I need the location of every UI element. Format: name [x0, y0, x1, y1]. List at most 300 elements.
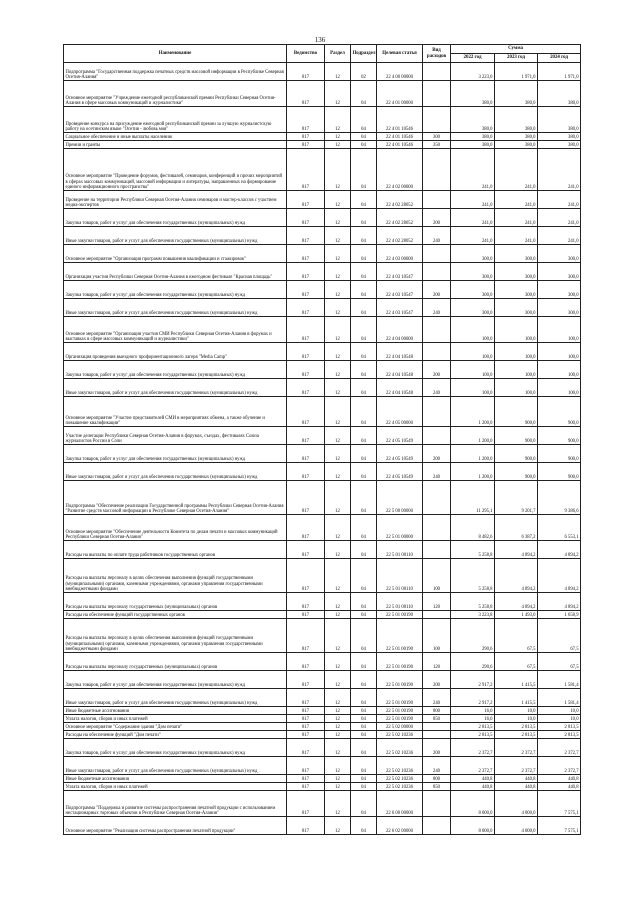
row-expense-type: 240 — [423, 463, 451, 481]
row-section: 12 — [325, 141, 351, 149]
row-subsection: 04 — [351, 227, 377, 245]
row-sum-2022: 8 482,6 — [451, 515, 495, 541]
table-row — [64, 379, 581, 397]
row-ministry: 817 — [287, 245, 325, 263]
row-target: 22 5 01 00190 — [377, 707, 423, 715]
row-sum-2022: 2 917,2 — [451, 671, 495, 689]
row-expense-type: 200 — [423, 739, 451, 757]
table-row — [64, 481, 581, 515]
row-section: 12 — [325, 317, 351, 343]
row-section: 12 — [325, 209, 351, 227]
row-ministry: 817 — [287, 593, 325, 611]
row-sum-2023: 1 493,0 — [495, 611, 538, 619]
row-sum-2022: 300,0 — [451, 281, 495, 299]
row-expense-type — [423, 817, 451, 835]
row-target: 22 4 03 00000 — [377, 245, 423, 263]
row-sum-2024: 900,0 — [538, 397, 581, 427]
row-subsection: 02 — [351, 63, 377, 81]
row-ministry: 817 — [287, 445, 325, 463]
row-name: Организация проведения выездного профориентационного лагеря "Media Camp" — [64, 343, 287, 361]
row-expense-type — [423, 515, 451, 541]
row-expense-type — [423, 191, 451, 209]
row-ministry: 817 — [287, 343, 325, 361]
row-section: 12 — [325, 149, 351, 191]
row-expense-type — [423, 343, 451, 361]
row-name: Закупка товаров, работ и услуг для обеспечения государственных (муниципальных) нужд — [64, 671, 287, 689]
row-subsection: 04 — [351, 559, 377, 593]
row-sum-2023: 900,0 — [495, 445, 538, 463]
row-sum-2024: 100,0 — [538, 379, 581, 397]
row-sum-2022: 290,6 — [451, 619, 495, 653]
row-ministry: 817 — [287, 281, 325, 299]
header-year-2022: 2022 год — [451, 54, 495, 63]
row-target: 22 5 01 00190 — [377, 689, 423, 707]
row-sum-2022: 380,0 — [451, 81, 495, 107]
row-subsection: 04 — [351, 141, 377, 149]
row-sum-2022: 241,0 — [451, 209, 495, 227]
row-section: 12 — [325, 757, 351, 775]
row-section: 12 — [325, 739, 351, 757]
table-body — [64, 63, 581, 835]
row-target: 22 4 01 10546 — [377, 133, 423, 141]
row-ministry: 817 — [287, 723, 325, 731]
row-ministry: 817 — [287, 141, 325, 149]
header-year-2024: 2024 год — [538, 54, 581, 63]
row-target: 22 5 02 10236 — [377, 775, 423, 783]
row-sum-2024: 2 372,7 — [538, 757, 581, 775]
row-expense-type: 240 — [423, 227, 451, 245]
row-name: Иные закупки товаров, работ и услуг для обеспечения государственных (муниципальных) нужд — [64, 757, 287, 775]
row-sum-2024: 1 658,9 — [538, 611, 581, 619]
table-row — [64, 619, 581, 653]
row-sum-2022: 2 813,5 — [451, 731, 495, 739]
row-expense-type: 120 — [423, 653, 451, 671]
row-sum-2022: 300,0 — [451, 245, 495, 263]
row-subsection: 04 — [351, 689, 377, 707]
row-sum-2023: 2 813,5 — [495, 723, 538, 731]
header-year-2023: 2023 год — [495, 54, 538, 63]
row-expense-type — [423, 481, 451, 515]
row-expense-type: 240 — [423, 299, 451, 317]
row-target: 22 4 01 10546 — [377, 141, 423, 149]
row-sum-2024: 241,0 — [538, 191, 581, 209]
row-subsection: 04 — [351, 299, 377, 317]
row-sum-2024: 4 894,2 — [538, 593, 581, 611]
table-row — [64, 245, 581, 263]
table-row — [64, 739, 581, 757]
row-ministry: 817 — [287, 541, 325, 559]
row-sum-2024: 900,0 — [538, 427, 581, 445]
row-sum-2022: 1 200,0 — [451, 427, 495, 445]
row-sum-2022: 241,0 — [451, 227, 495, 245]
row-sum-2023: 380,0 — [495, 133, 538, 141]
row-sum-2022: 380,0 — [451, 133, 495, 141]
table-row — [64, 263, 581, 281]
table-row — [64, 397, 581, 427]
row-section: 12 — [325, 397, 351, 427]
row-target: 22 4 05 10549 — [377, 427, 423, 445]
row-sum-2023: 300,0 — [495, 263, 538, 281]
row-subsection: 04 — [351, 619, 377, 653]
table-row — [64, 317, 581, 343]
row-sum-2022: 440,8 — [451, 783, 495, 791]
row-section: 12 — [325, 559, 351, 593]
row-target: 22 4 05 00000 — [377, 397, 423, 427]
row-target: 22 5 01 00190 — [377, 653, 423, 671]
row-sum-2022: 380,0 — [451, 141, 495, 149]
row-expense-type: 850 — [423, 715, 451, 723]
row-sum-2023: 241,0 — [495, 191, 538, 209]
header-name: Наименование — [64, 45, 287, 63]
row-target: 22 4 05 10549 — [377, 463, 423, 481]
row-subsection: 04 — [351, 81, 377, 107]
row-target: 22 5 01 00110 — [377, 559, 423, 593]
row-ministry: 817 — [287, 263, 325, 281]
row-sum-2024: 6 553,1 — [538, 515, 581, 541]
row-sum-2024: 241,0 — [538, 149, 581, 191]
row-sum-2022: 1 200,0 — [451, 397, 495, 427]
row-ministry: 817 — [287, 379, 325, 397]
row-sum-2024: 7 575,1 — [538, 817, 581, 835]
row-sum-2023: 440,8 — [495, 775, 538, 783]
table-row — [64, 427, 581, 445]
row-target: 22 4 03 10547 — [377, 281, 423, 299]
row-section: 12 — [325, 775, 351, 783]
row-sum-2023: 4 894,2 — [495, 559, 538, 593]
row-expense-type: 850 — [423, 783, 451, 791]
row-name: Закупка товаров, работ и услуг для обеспечения государственных (муниципальных) нужд — [64, 445, 287, 463]
table-row — [64, 191, 581, 209]
row-expense-type — [423, 791, 451, 817]
table-row — [64, 227, 581, 245]
row-subsection: 04 — [351, 593, 377, 611]
row-expense-type — [423, 81, 451, 107]
row-sum-2022: 290,6 — [451, 653, 495, 671]
row-subsection: 04 — [351, 107, 377, 133]
row-section: 12 — [325, 379, 351, 397]
row-sum-2022: 300,0 — [451, 263, 495, 281]
table-row — [64, 731, 581, 739]
row-expense-type: 100 — [423, 559, 451, 593]
row-subsection: 04 — [351, 817, 377, 835]
row-expense-type: 200 — [423, 671, 451, 689]
row-target: 22 4 00 00000 — [377, 63, 423, 81]
row-target: 22 4 04 10548 — [377, 343, 423, 361]
row-ministry: 817 — [287, 463, 325, 481]
table-row — [64, 775, 581, 783]
row-subsection: 04 — [351, 707, 377, 715]
row-section: 12 — [325, 107, 351, 133]
row-name: Подпрограмма "Обеспечение реализации Государственной программы Республики Северная Осетия-Алания "Развитие средств массовой информации в Республике Северная Осетия-Алания" — [64, 481, 287, 515]
row-sum-2023: 6 387,2 — [495, 515, 538, 541]
row-sum-2023: 380,0 — [495, 81, 538, 107]
row-expense-type — [423, 731, 451, 739]
row-name: Основное мероприятие "Участие представителей СМИ в мероприятиях обмена, а также обучение и повышение квалификации" — [64, 397, 287, 427]
page-number: 136 — [314, 36, 326, 44]
row-sum-2024: 380,0 — [538, 107, 581, 133]
row-expense-type — [423, 263, 451, 281]
row-sum-2024: 440,8 — [538, 775, 581, 783]
row-target: 22 4 04 10548 — [377, 361, 423, 379]
row-subsection: 04 — [351, 671, 377, 689]
row-section: 12 — [325, 689, 351, 707]
table-row — [64, 757, 581, 775]
row-sum-2024: 7 575,1 — [538, 791, 581, 817]
row-target: 22 5 02 10236 — [377, 757, 423, 775]
row-expense-type: 800 — [423, 707, 451, 715]
row-expense-type — [423, 317, 451, 343]
row-target: 22 6 02 00000 — [377, 817, 423, 835]
table-row — [64, 361, 581, 379]
row-ministry: 817 — [287, 775, 325, 783]
row-target: 22 4 01 10546 — [377, 107, 423, 133]
table-row — [64, 791, 581, 817]
row-section: 12 — [325, 723, 351, 731]
row-sum-2023: 10,0 — [495, 715, 538, 723]
row-sum-2024: 10,0 — [538, 715, 581, 723]
row-expense-type: 800 — [423, 775, 451, 783]
row-target: 22 5 00 00000 — [377, 481, 423, 515]
row-ministry: 817 — [287, 63, 325, 81]
row-sum-2022: 8 000,0 — [451, 817, 495, 835]
row-sum-2023: 9 201,7 — [495, 481, 538, 515]
table-row — [64, 783, 581, 791]
row-expense-type: 120 — [423, 593, 451, 611]
row-expense-type: 200 — [423, 281, 451, 299]
row-sum-2023: 300,0 — [495, 245, 538, 263]
row-expense-type — [423, 541, 451, 559]
row-sum-2022: 3 223,8 — [451, 611, 495, 619]
row-name: Уплата налогов, сборов и иных платежей — [64, 783, 287, 791]
row-subsection: 04 — [351, 191, 377, 209]
row-sum-2024: 900,0 — [538, 463, 581, 481]
row-sum-2022: 8 000,0 — [451, 791, 495, 817]
row-sum-2022: 3 223,0 — [451, 63, 495, 81]
row-sum-2022: 380,0 — [451, 107, 495, 133]
row-section: 12 — [325, 783, 351, 791]
table-row — [64, 689, 581, 707]
table-row — [64, 63, 581, 81]
row-sum-2023: 2 372,7 — [495, 739, 538, 757]
row-subsection: 04 — [351, 281, 377, 299]
table-row — [64, 141, 581, 149]
row-target: 22 5 02 10236 — [377, 731, 423, 739]
row-name: Закупка товаров, работ и услуг для обеспечения государственных (муниципальных) нужд — [64, 209, 287, 227]
row-target: 22 5 01 00190 — [377, 671, 423, 689]
row-ministry: 817 — [287, 481, 325, 515]
row-sum-2023: 67,5 — [495, 619, 538, 653]
row-name: Иные закупки товаров, работ и услуг для обеспечения государственных (муниципальных) нужд — [64, 299, 287, 317]
row-name: Основное мероприятие "Реализация системы распространения печатной продукции" — [64, 817, 287, 835]
row-name: Расходы на выплаты персоналу в целях обеспечения выполнения функций государственными (муниципальными) органами, казенными учреждениями, органами управления государственными внебюджетными фондами — [64, 619, 287, 653]
row-name: Закупка товаров, работ и услуг для обеспечения государственных (муниципальных) нужд — [64, 281, 287, 299]
row-subsection: 04 — [351, 263, 377, 281]
row-sum-2022: 2 813,5 — [451, 723, 495, 731]
row-name: Основное мероприятие "Организация участия СМИ Республики Северная Осетия-Алания в форумах и выставках в сфере массовых коммуникаций и журналистики" — [64, 317, 287, 343]
row-expense-type: 240 — [423, 379, 451, 397]
budget-table — [63, 44, 581, 835]
row-name: Социальное обеспечение и иные выплаты населению — [64, 133, 287, 141]
row-name: Иные бюджетные ассигнования — [64, 707, 287, 715]
row-sum-2022: 100,0 — [451, 361, 495, 379]
row-sum-2024: 300,0 — [538, 245, 581, 263]
row-target: 22 4 05 10549 — [377, 445, 423, 463]
row-sum-2023: 4 894,2 — [495, 593, 538, 611]
row-target: 22 4 04 10548 — [377, 379, 423, 397]
row-sum-2022: 5 258,8 — [451, 559, 495, 593]
row-sum-2024: 300,0 — [538, 263, 581, 281]
row-section: 12 — [325, 593, 351, 611]
row-ministry: 817 — [287, 515, 325, 541]
row-target: 22 6 00 00000 — [377, 791, 423, 817]
row-subsection: 04 — [351, 653, 377, 671]
table-row — [64, 133, 581, 141]
row-name: Организация участия Республики Северная Осетия-Алания в ежегодном фестивале "Красная площадь" — [64, 263, 287, 281]
row-ministry: 817 — [287, 133, 325, 141]
header-ministry: Ведомство — [287, 45, 325, 63]
row-sum-2024: 1 971,0 — [538, 63, 581, 81]
row-expense-type — [423, 723, 451, 731]
row-name: Расходы на выплаты персоналу в целях обеспечения выполнения функций государственными (муниципальными) органами, казенными учреждениями, органами управления государственными внебюджетными фондами — [64, 559, 287, 593]
row-ministry: 817 — [287, 731, 325, 739]
row-section: 12 — [325, 361, 351, 379]
row-subsection: 04 — [351, 515, 377, 541]
row-sum-2023: 900,0 — [495, 427, 538, 445]
row-sum-2024: 67,5 — [538, 619, 581, 653]
row-ministry: 817 — [287, 361, 325, 379]
row-sum-2022: 1 200,0 — [451, 463, 495, 481]
row-sum-2024: 67,5 — [538, 653, 581, 671]
row-sum-2023: 1 415,5 — [495, 671, 538, 689]
row-subsection: 04 — [351, 343, 377, 361]
row-section: 12 — [325, 191, 351, 209]
row-sum-2024: 10,0 — [538, 707, 581, 715]
row-section: 12 — [325, 427, 351, 445]
row-sum-2023: 100,0 — [495, 379, 538, 397]
row-subsection: 04 — [351, 791, 377, 817]
table-row — [64, 541, 581, 559]
table-row — [64, 107, 581, 133]
row-subsection: 04 — [351, 783, 377, 791]
row-expense-type — [423, 611, 451, 619]
row-sum-2023: 100,0 — [495, 361, 538, 379]
row-sum-2022: 5 258,8 — [451, 593, 495, 611]
row-name: Премии и гранты — [64, 141, 287, 149]
row-name: Основное мероприятие "Организация программ повышения квалификации и стажировок" — [64, 245, 287, 263]
header-section: Раздел — [325, 45, 351, 63]
row-target: 22 4 02 00000 — [377, 149, 423, 191]
row-subsection: 04 — [351, 379, 377, 397]
row-name: Иные закупки товаров, работ и услуг для обеспечения государственных (муниципальных) нужд — [64, 379, 287, 397]
row-name: Подпрограмма "Государственная поддержка печатных средств массовой информации в Республике Северная Осетия-Алания" — [64, 63, 287, 81]
row-sum-2022: 16,0 — [451, 707, 495, 715]
table-row — [64, 559, 581, 593]
row-name: Проведение на территории Республики Северная Осетия-Алания семинаров и мастер-классов с участием медиа-экспертов — [64, 191, 287, 209]
row-ministry: 817 — [287, 757, 325, 775]
row-target: 22 5 01 00190 — [377, 611, 423, 619]
row-subsection: 04 — [351, 731, 377, 739]
row-expense-type — [423, 427, 451, 445]
row-expense-type: 240 — [423, 689, 451, 707]
row-name: Иные бюджетные ассигнования — [64, 775, 287, 783]
row-subsection: 04 — [351, 739, 377, 757]
row-sum-2022: 2 917,2 — [451, 689, 495, 707]
row-expense-type: 100 — [423, 619, 451, 653]
row-subsection: 04 — [351, 149, 377, 191]
row-section: 12 — [325, 791, 351, 817]
row-name: Закупка товаров, работ и услуг для обеспечения государственных (муниципальных) нужд — [64, 739, 287, 757]
row-target: 22 4 02 28052 — [377, 227, 423, 245]
row-sum-2024: 100,0 — [538, 317, 581, 343]
row-ministry: 817 — [287, 619, 325, 653]
row-section: 12 — [325, 281, 351, 299]
table-row — [64, 445, 581, 463]
row-name: Расходы на обеспечение функций "Дом печати" — [64, 731, 287, 739]
row-sum-2024: 1 581,4 — [538, 689, 581, 707]
table-row — [64, 81, 581, 107]
row-sum-2022: 2 372,7 — [451, 739, 495, 757]
row-name: Расходы на выплаты персоналу государственных (муниципальных) органов — [64, 593, 287, 611]
header-expense-type: Вид расходов — [423, 45, 451, 63]
row-sum-2022: 16,0 — [451, 715, 495, 723]
row-sum-2023: 900,0 — [495, 463, 538, 481]
row-sum-2023: 300,0 — [495, 281, 538, 299]
row-sum-2024: 100,0 — [538, 343, 581, 361]
row-section: 12 — [325, 611, 351, 619]
row-target: 22 4 03 10547 — [377, 263, 423, 281]
row-section: 12 — [325, 463, 351, 481]
row-ministry: 817 — [287, 559, 325, 593]
row-target: 22 5 01 00110 — [377, 593, 423, 611]
row-name: Подпрограмма "Поддержка и развитие системы распространения печатной продукции с использованием нестационарных торговых объектов в Республике Северная Осетия-Алания" — [64, 791, 287, 817]
row-sum-2022: 241,0 — [451, 191, 495, 209]
row-sum-2022: 2 372,7 — [451, 757, 495, 775]
table-row — [64, 715, 581, 723]
row-subsection: 04 — [351, 427, 377, 445]
row-name: Основное мероприятие "Проведение форумов, фестивалей, семинаров, конференций и прочих мероприятий в сферах массовых коммуникаций, массовой информации и литературы, направленных на формирование единого информационного пространства" — [64, 149, 287, 191]
row-section: 12 — [325, 731, 351, 739]
row-sum-2023: 1 971,0 — [495, 63, 538, 81]
row-subsection: 04 — [351, 611, 377, 619]
row-section: 12 — [325, 245, 351, 263]
row-section: 12 — [325, 481, 351, 515]
row-expense-type — [423, 107, 451, 133]
row-ministry: 817 — [287, 689, 325, 707]
row-sum-2024: 4 894,2 — [538, 559, 581, 593]
table-row — [64, 299, 581, 317]
row-sum-2024: 380,0 — [538, 133, 581, 141]
row-subsection: 04 — [351, 361, 377, 379]
row-name: Проведение конкурса на присуждение ежегодной республиканской премии за лучшую журналистскую работу на осетинском языке "Осетия - любовь моя" — [64, 107, 287, 133]
row-section: 12 — [325, 671, 351, 689]
row-sum-2023: 380,0 — [495, 141, 538, 149]
row-subsection: 04 — [351, 463, 377, 481]
table-row — [64, 515, 581, 541]
row-target: 22 5 01 00190 — [377, 715, 423, 723]
row-sum-2024: 100,0 — [538, 361, 581, 379]
row-name: Расходы на обеспечение функций государственных органов — [64, 611, 287, 619]
row-target: 22 4 02 28052 — [377, 209, 423, 227]
row-sum-2023: 2 372,7 — [495, 757, 538, 775]
row-subsection: 04 — [351, 245, 377, 263]
row-ministry: 817 — [287, 191, 325, 209]
row-sum-2024: 300,0 — [538, 299, 581, 317]
row-subsection: 04 — [351, 715, 377, 723]
row-target: 22 5 01 00190 — [377, 619, 423, 653]
row-sum-2023: 900,0 — [495, 397, 538, 427]
table-row — [64, 707, 581, 715]
row-ministry: 817 — [287, 715, 325, 723]
